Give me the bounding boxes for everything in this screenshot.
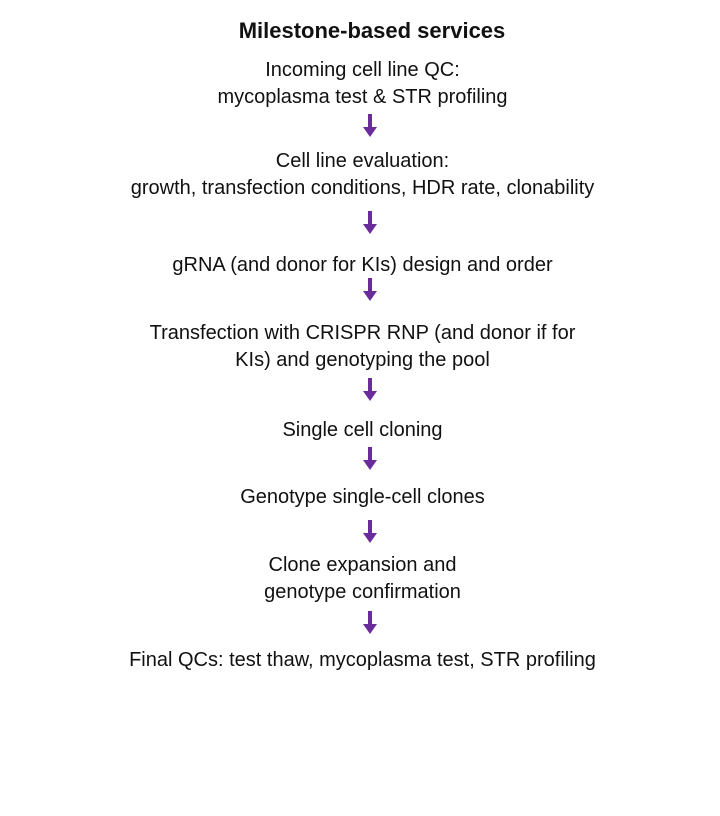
step-line: gRNA (and donor for KIs) design and order xyxy=(172,254,553,276)
step-incoming-qc xyxy=(0,57,720,111)
step-line: Final QCs: test thaw, mycoplasma test, STR profiling xyxy=(129,649,596,671)
step-line: Clone expansion and xyxy=(268,554,457,576)
step-transfection xyxy=(0,320,720,374)
step-line: genotype confirmation xyxy=(264,581,461,603)
step-cell-line-evaluation xyxy=(0,148,720,202)
down-arrow-icon xyxy=(362,447,378,471)
down-arrow-icon xyxy=(362,520,378,544)
step-line: growth, transfection conditions, HDR rate, clonability xyxy=(130,177,595,199)
down-arrow-icon xyxy=(362,278,378,302)
diagram-title: Milestone-based services xyxy=(238,18,506,43)
step-line: Genotype single-cell clones xyxy=(240,486,485,508)
down-arrow-icon xyxy=(362,114,378,138)
step-clone-expansion xyxy=(0,552,720,606)
step-genotype-clones xyxy=(0,484,720,511)
step-line: Transfection with CRISPR RNP (and donor if for xyxy=(149,322,576,344)
step-line: Single cell cloning xyxy=(282,419,443,441)
down-arrow-icon xyxy=(362,378,378,402)
step-final-qcs xyxy=(0,647,720,674)
down-arrow-icon xyxy=(362,611,378,635)
step-line: KIs) and genotyping the pool xyxy=(235,349,490,371)
step-line: mycoplasma test & STR profiling xyxy=(217,86,508,108)
step-grna-design xyxy=(0,252,720,279)
step-single-cell-cloning xyxy=(0,417,720,444)
down-arrow-icon xyxy=(362,211,378,235)
step-line: Incoming cell line QC: xyxy=(265,59,460,81)
step-line: Cell line evaluation: xyxy=(275,150,450,172)
